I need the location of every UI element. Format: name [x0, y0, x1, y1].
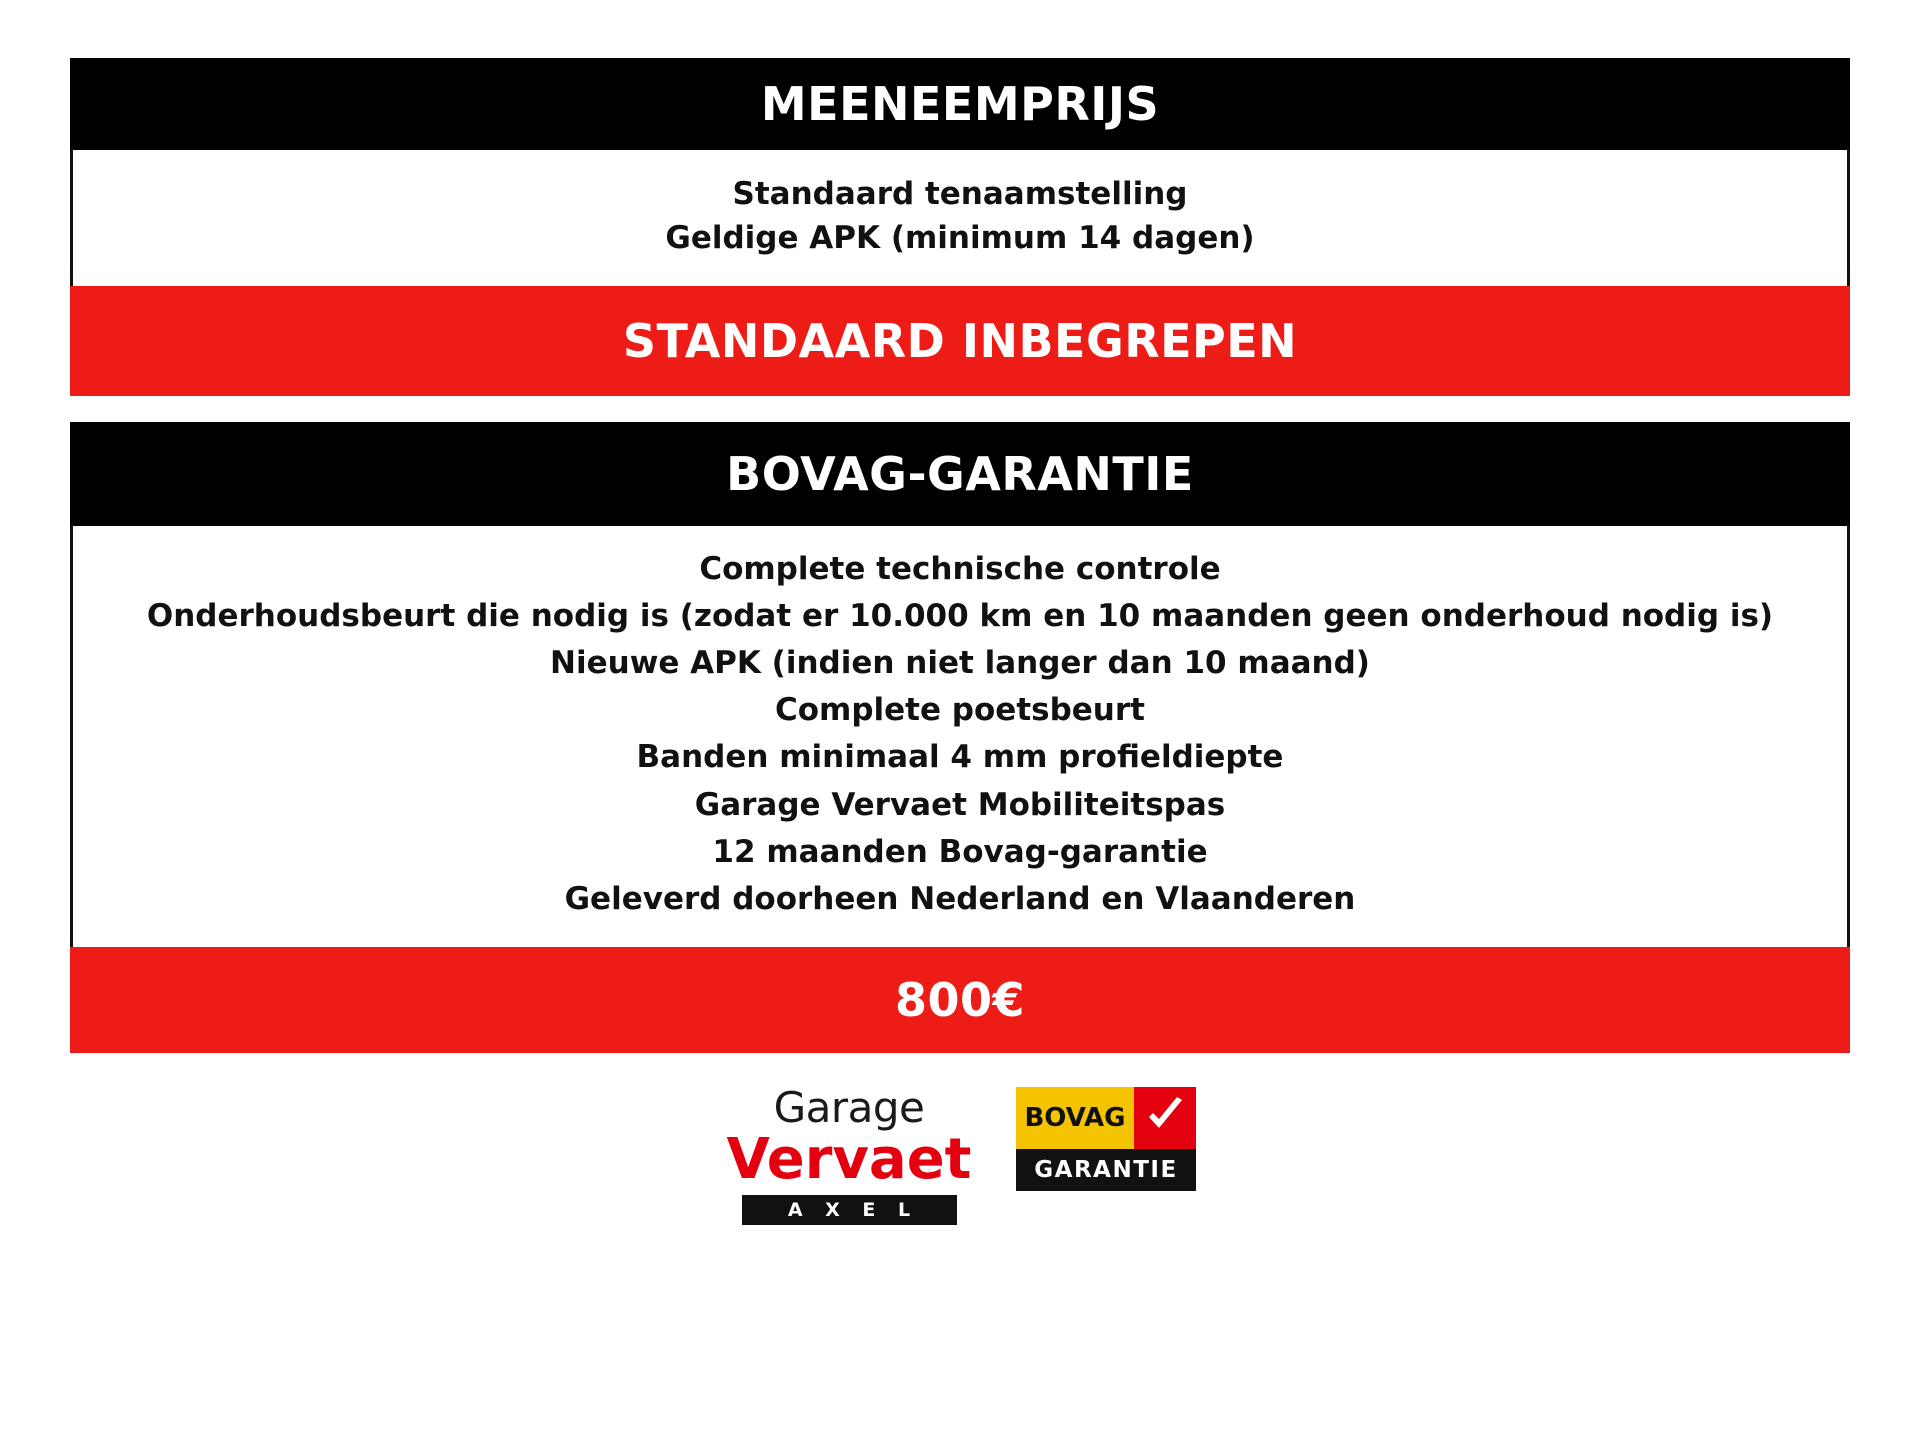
garage-vervaet-logo-word-vervaet: Vervaet [726, 1126, 972, 1192]
bovag-line-5: Banden minimaal 4 mm profieldiepte [636, 739, 1284, 776]
checkmark-icon [1143, 1094, 1187, 1142]
meeneemprijs-header: MEENEEMPRIJS [70, 58, 1850, 150]
bovag-garantie-logo [1016, 1087, 1196, 1191]
bovag-line-7: 12 maanden Bovag-garantie [712, 833, 1208, 870]
bovag-line-2: Onderhoudsbeurt die nodig is (zodat er 10.000 km en 10 maanden geen onderhoud nodig is) [146, 598, 1774, 635]
bovag-logo-wordmark: BOVAG [1016, 1087, 1134, 1149]
bovag-line-8: Geleverd doorheen Nederland en Vlaanderen [564, 880, 1356, 917]
standaard-inbegrepen-banner: STANDAARD INBEGREPEN [70, 286, 1850, 396]
bovag-logo-garantie-label: GARANTIE [1016, 1149, 1196, 1191]
meeneemprijs-body [70, 150, 1850, 286]
bovag-line-1: Complete technische controle [699, 551, 1221, 588]
meeneemprijs-line-1: Standaard tenaamstelling [732, 176, 1188, 212]
bovag-garantie-header: BOVAG-GARANTIE [70, 422, 1850, 526]
logo-row [70, 1082, 1850, 1225]
meeneemprijs-line-2: Geldige APK (minimum 14 dagen) [665, 220, 1255, 257]
price-banner: 800€ [70, 947, 1850, 1053]
garage-vervaet-logo [724, 1082, 974, 1225]
bovag-logo-check-panel [1134, 1087, 1196, 1149]
bovag-logo-top [1016, 1087, 1196, 1149]
garage-vervaet-logo-word-axel: A X E L [742, 1195, 957, 1225]
bovag-garantie-block [70, 422, 1850, 1053]
bovag-line-6: Garage Vervaet Mobiliteitspas [694, 786, 1226, 823]
bovag-line-4: Complete poetsbeurt [774, 692, 1145, 729]
bovag-line-3: Nieuwe APK (indien niet langer dan 10 maand) [550, 645, 1370, 682]
meeneemprijs-block [70, 58, 1850, 396]
garage-vervaet-logo-word-garage: Garage [773, 1082, 925, 1132]
bovag-garantie-body [70, 526, 1850, 947]
block-spacer [70, 396, 1850, 422]
